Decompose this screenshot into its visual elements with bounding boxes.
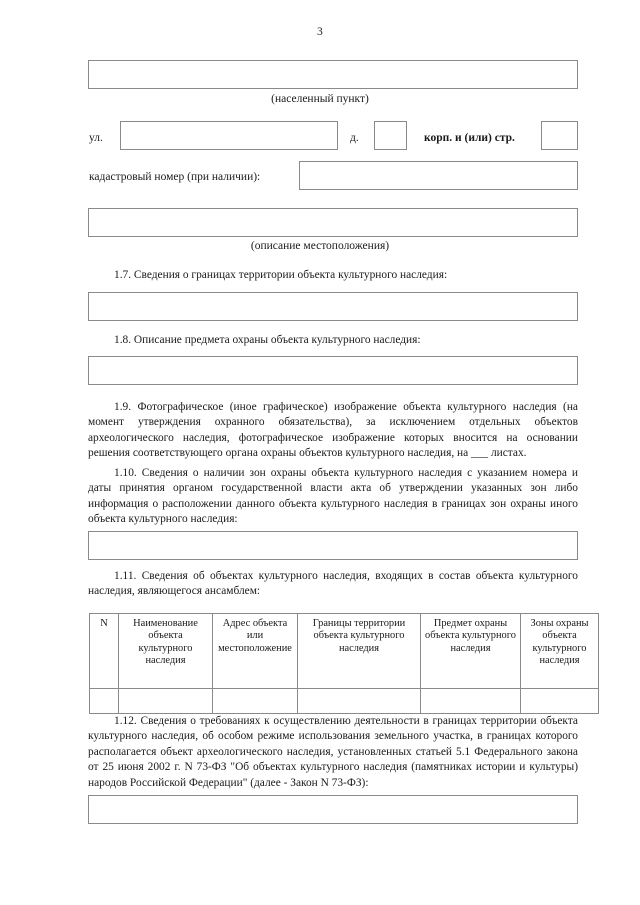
table-header-address: Адрес объекта или местоположение xyxy=(213,614,298,689)
building-input[interactable] xyxy=(541,121,578,150)
location-description-caption: (описание местоположения) xyxy=(250,240,390,252)
locality-caption: (населенный пункт) xyxy=(271,93,369,105)
table-header-subject: Предмет охраны объекта культурного наследия xyxy=(421,614,521,689)
locality-input[interactable] xyxy=(88,60,578,89)
table-cell-borders[interactable] xyxy=(298,689,421,714)
house-label: д. xyxy=(350,132,359,144)
section-1-10-text: 1.10. Сведения о наличии зон охраны объекта культурного наследия с указанием номера и даты принятия органом государственной власти акта об утверждении указанных зон либо информация о расположении данного объекта культурного наследия в границах зон охраны иного объекта культурного наследия: xyxy=(88,467,578,526)
table-header-borders: Границы территории объекта культурного наследия xyxy=(298,614,421,689)
section-1-7-text: 1.7. Сведения о границах территории объекта культурного наследия: xyxy=(114,269,448,281)
section-1-8-input[interactable] xyxy=(88,356,578,385)
table-cell-name[interactable] xyxy=(119,689,213,714)
location-description-input[interactable] xyxy=(88,208,578,237)
page-number: 3 xyxy=(317,26,323,38)
section-1-11-text: 1.11. Сведения об объектах культурного наследия, входящих в состав объекта культурного наследия, являющегося ансамблем: xyxy=(88,570,578,598)
table-row[interactable] xyxy=(90,689,599,714)
street-input[interactable] xyxy=(120,121,338,150)
house-input[interactable] xyxy=(374,121,407,150)
section-1-7-input[interactable] xyxy=(88,292,578,321)
table-cell-zones[interactable] xyxy=(521,689,599,714)
street-label: ул. xyxy=(89,132,103,144)
cadastral-number-input[interactable] xyxy=(299,161,578,190)
table-cell-number[interactable] xyxy=(90,689,119,714)
table-cell-address[interactable] xyxy=(213,689,298,714)
cadastral-number-label: кадастровый номер (при наличии): xyxy=(89,171,261,183)
section-1-12-text: 1.12. Сведения о требованиях к осуществлению деятельности в границах территории объекта культурного наследия, об особом режиме использования земельного участка, в границах которого располагается объект археологического наследия, установленных статьей 5.1 Федерального закона от 25 июня 2002 г. N 73-ФЗ "Об объектах культурного наследия (памятниках истории и культуры) народов Российской Федерации" (далее - Закон N 73-ФЗ): xyxy=(88,715,578,789)
building-label: корп. и (или) стр. xyxy=(424,132,515,144)
table-header-zones: Зоны охраны объекта культурного наследия xyxy=(521,614,599,689)
section-1-10-input[interactable] xyxy=(88,531,578,560)
section-1-8-text: 1.8. Описание предмета охраны объекта культурного наследия: xyxy=(114,334,421,346)
table-header-row xyxy=(90,614,599,689)
section-1-9-text: 1.9. Фотографическое (иное графическое) изображение объекта культурного наследия (на момент утверждения охранного обязательства), за исключением отдельных объектов археологического наследия, фотографическое изображение которых вносится на основании решения соответствующего органа охраны объектов культурного наследия, на ___ листах. xyxy=(88,401,578,460)
section-1-12-input[interactable] xyxy=(88,795,578,824)
table-header-number: N xyxy=(90,614,119,689)
table-header-name: Наименование объекта культурного наследия xyxy=(119,614,213,689)
table-cell-subject[interactable] xyxy=(421,689,521,714)
ensemble-objects-table xyxy=(89,613,599,714)
